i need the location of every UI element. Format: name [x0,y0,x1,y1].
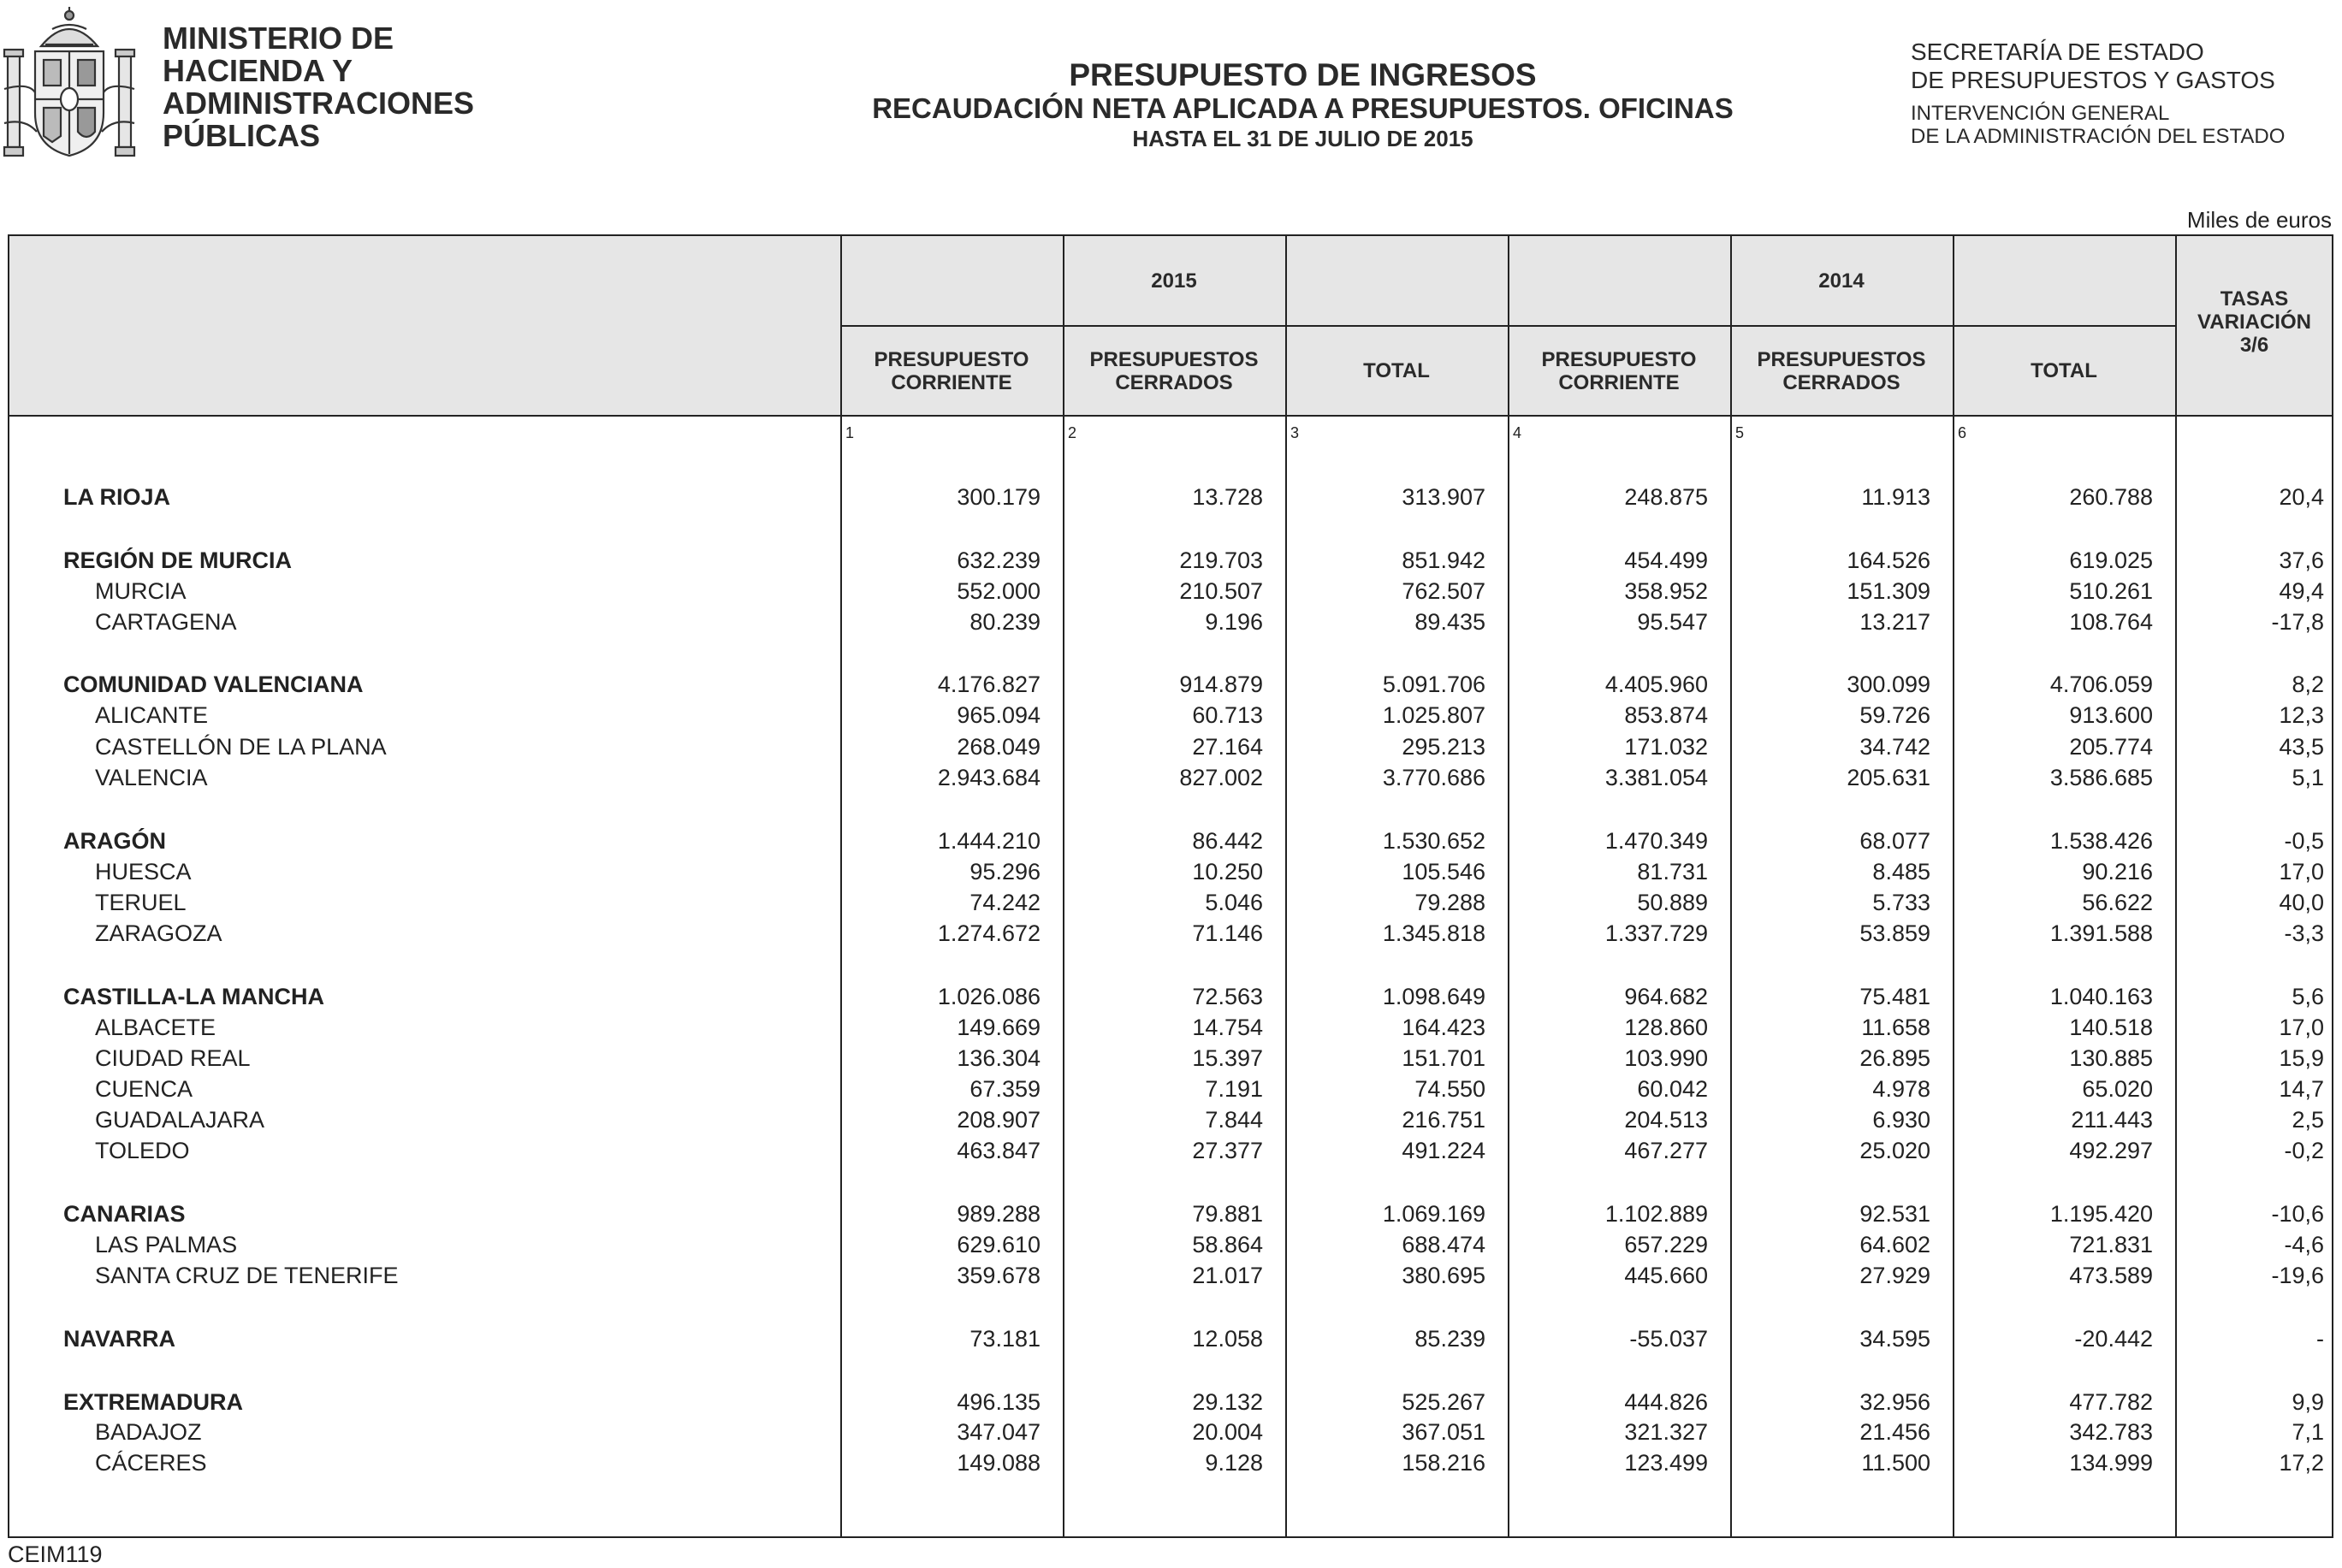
table-cell: 86.442 [1192,828,1263,854]
table-cell: 5,1 [2292,765,2324,790]
table-cell: 17,0 [2279,859,2324,885]
subheader-line: PRESUPUESTOS [1089,347,1259,371]
row-label: CÁCERES [95,1450,207,1476]
table-cell: 913.600 [2069,702,2153,728]
column-number: 5 [1735,424,1745,441]
table-row-office [9,890,2332,920]
subheader-line: CERRADOS [1782,370,1900,394]
title-block [599,58,2007,153]
table-cell: 1.530.652 [1382,828,1485,854]
row-label: BADAJOZ [95,1419,202,1445]
row-label: TERUEL [95,890,187,915]
table-cell: 105.546 [1402,859,1485,885]
table-cell: 13.728 [1192,484,1263,510]
table-cell: 380.695 [1402,1263,1485,1288]
table-row-office [9,609,2332,640]
table-cell: 40,0 [2279,890,2324,915]
table-cell: 90.216 [2082,859,2153,885]
table-cell: 164.423 [1402,1015,1485,1040]
table-cell: 20.004 [1192,1419,1263,1445]
table-cell: 248.875 [1624,484,1708,510]
table-cell: 7.844 [1205,1107,1263,1133]
table-cell: 74.242 [969,890,1041,915]
table-row-office [9,1138,2332,1169]
table-cell: 1.274.672 [937,920,1041,946]
table-cell: 71.146 [1192,920,1263,946]
table-cell: 12.058 [1192,1326,1263,1352]
table-cell: 123.499 [1624,1450,1708,1476]
table-cell: 149.669 [957,1015,1041,1040]
table-cell: 964.682 [1624,984,1708,1009]
table-cell: 657.229 [1624,1232,1708,1257]
table-cell: 5.046 [1205,890,1263,915]
table-cell: -20.442 [2074,1326,2153,1352]
table-cell: 73.181 [969,1326,1041,1352]
table-cell: 149.088 [957,1450,1041,1476]
table-cell: 79.881 [1192,1201,1263,1227]
intervencion-line: INTERVENCIÓN GENERAL [1911,102,2170,125]
table-cell: 1.538.426 [2049,828,2153,854]
table-cell: 34.595 [1859,1326,1930,1352]
table-cell: 721.831 [2069,1232,2153,1257]
table-cell: 27.929 [1859,1263,1930,1288]
table-cell: 5.091.706 [1382,672,1485,697]
row-label: SANTA CRUZ DE TENERIFE [95,1263,399,1288]
rate-header-line: VARIACIÓN [2197,311,2311,334]
table-cell: 914.879 [1179,672,1263,697]
table-cell: 27.164 [1192,734,1263,760]
subheader-line: PRESUPUESTO [1541,347,1697,371]
table-cell: 158.216 [1402,1450,1485,1476]
table-cell: 8.485 [1872,859,1930,885]
table-row-office [9,1045,2332,1076]
table-cell: 9.196 [1205,609,1263,635]
subheader-line: PRESUPUESTOS [1757,347,1926,371]
table-row-region [9,1389,2332,1420]
table-cell: 14,7 [2279,1076,2324,1102]
table-cell: 525.267 [1402,1389,1485,1415]
table-cell: 108.764 [2069,609,2153,635]
table-cell: 358.952 [1624,578,1708,604]
table-cell: 260.788 [2069,484,2153,510]
table-cell: 445.660 [1624,1263,1708,1288]
table-cell: 11.658 [1861,1015,1930,1040]
table-cell: 29.132 [1192,1389,1263,1415]
table-cell: 95.296 [969,859,1041,885]
table-cell: 211.443 [2071,1107,2153,1133]
table-cell: 321.327 [1624,1419,1708,1445]
row-label: REGIÓN DE MURCIA [63,547,293,573]
subheader-presupuesto-corriente [840,325,1063,417]
table-cell: - [2316,1326,2324,1352]
table-cell: 81.731 [1637,859,1708,885]
table-cell: -17,8 [2271,609,2324,635]
table-cell: 1.337.729 [1604,920,1708,946]
table-row-region [9,672,2332,702]
column-number: 3 [1290,424,1300,441]
subheader-total [1953,325,2175,417]
table-row-office [9,1076,2332,1107]
row-label: VALENCIA [95,765,208,790]
table-cell: 60.042 [1637,1076,1708,1102]
subheader-line: CORRIENTE [891,370,1012,394]
rate-header-line: TASAS [2220,287,2289,311]
table-cell: 3.770.686 [1382,765,1485,790]
table-cell: 164.526 [1847,547,1930,573]
table-cell: 4.978 [1872,1076,1930,1102]
table-row-region [9,1326,2332,1357]
row-label: CARTAGENA [95,609,237,635]
table-cell: 1.098.649 [1382,984,1485,1009]
row-label: MURCIA [95,578,187,604]
table-cell: 1.391.588 [2049,920,2153,946]
table-cell: 58.864 [1192,1232,1263,1257]
table-cell: 6.930 [1872,1107,1930,1133]
row-label: HUESCA [95,859,192,885]
table-cell: 134.999 [2069,1450,2153,1476]
row-label: CIUDAD REAL [95,1045,251,1071]
subheader-presupuesto-corriente [1508,325,1730,417]
table-cell: 1.195.420 [2049,1201,2153,1227]
table-cell: 26.895 [1859,1045,1930,1071]
table-cell: 15,9 [2279,1045,2324,1071]
table-row-office [9,1015,2332,1045]
table-cell: 12,3 [2279,702,2324,728]
row-label: CASTELLÓN DE LA PLANA [95,734,387,760]
table-cell: 34.742 [1859,734,1930,760]
table-cell: 140.518 [2069,1015,2153,1040]
table-cell: 13.217 [1859,609,1930,635]
table-cell: 1.025.807 [1382,702,1485,728]
table-cell: 619.025 [2069,547,2153,573]
subheader-presupuestos-cerrados [1730,325,1953,417]
table-row-office [9,765,2332,796]
ministry-line: MINISTERIO DE [163,21,394,56]
subheader-line: CORRIENTE [1558,370,1680,394]
table-cell: 632.239 [957,547,1041,573]
table-cell: 359.678 [957,1263,1041,1288]
table-cell: 37,6 [2279,547,2324,573]
table-cell: 128.860 [1624,1015,1708,1040]
table-cell: 552.000 [957,578,1041,604]
rate-header-line: 3/6 [2239,334,2269,357]
intervencion-line: DE LA ADMINISTRACIÓN DEL ESTADO [1911,125,2286,148]
table-cell: 67.359 [969,1076,1041,1102]
table-cell: 60.713 [1192,702,1263,728]
subheader-line: PRESUPUESTO [874,347,1029,371]
row-label: CUENCA [95,1076,193,1102]
table-cell: 2.943.684 [937,765,1041,790]
table-cell: 5.733 [1872,890,1930,915]
table-cell: 205.631 [1847,765,1930,790]
table-cell: 477.782 [2069,1389,2153,1415]
row-label: ALBACETE [95,1015,216,1040]
row-label: LAS PALMAS [95,1232,238,1257]
row-label: GUADALAJARA [95,1107,265,1133]
secretaria-line: SECRETARÍA DE ESTADO [1911,38,2204,65]
table-cell: 295.213 [1402,734,1485,760]
year-header-2015: 2015 [1151,269,1197,293]
row-label: ARAGÓN [63,828,166,854]
column-number: 6 [1958,424,1967,441]
table-cell: 80.239 [969,609,1041,635]
table-cell: 3.586.685 [2049,765,2153,790]
table-cell: 347.047 [957,1419,1041,1445]
table-cell: 1.069.169 [1382,1201,1485,1227]
table-cell: 3.381.054 [1604,765,1708,790]
table-cell: 210.507 [1179,578,1263,604]
coat-of-arms-icon [3,3,136,166]
column-number: 4 [1513,424,1522,441]
secretaria-line: DE PRESUPUESTOS Y GASTOS [1911,67,2275,93]
table-cell: 5,6 [2292,984,2324,1009]
table-cell: 21.456 [1859,1419,1930,1445]
page-subtitle: RECAUDACIÓN NETA APLICADA A PRESUPUESTOS. OFICINAS [872,92,1734,124]
units-label: Miles de euros [2186,207,2332,233]
table-row-region [9,984,2332,1015]
table-row-region [9,1201,2332,1232]
table-cell: 50.889 [1637,890,1708,915]
row-label: CASTILLA-LA MANCHA [63,984,324,1009]
table-cell: 454.499 [1624,547,1708,573]
table-row-office [9,859,2332,890]
ministry-line: ADMINISTRACIONES [163,86,475,121]
table-cell: 1.040.163 [2049,984,2153,1009]
table-cell: -10,6 [2271,1201,2324,1227]
table-cell: 300.179 [957,484,1041,510]
table-cell: 32.956 [1859,1389,1930,1415]
table-cell: 53.859 [1859,920,1930,946]
page-title: PRESUPUESTO DE INGRESOS [1069,57,1537,92]
table-cell: 9,9 [2292,1389,2324,1415]
date-line: HASTA EL 31 DE JULIO DE 2015 [1132,126,1473,151]
table-cell: 473.589 [2069,1263,2153,1288]
document-code: CEIM119 [8,1541,103,1567]
column-number: 2 [1068,424,1077,441]
table-cell: 9.128 [1205,1450,1263,1476]
table-cell: 7,1 [2292,1419,2324,1445]
table-cell: 4.176.827 [937,672,1041,697]
table-cell: 629.610 [957,1232,1041,1257]
row-label: NAVARRA [63,1326,175,1352]
table-row-office [9,1107,2332,1138]
table-cell: 496.135 [957,1389,1041,1415]
table-row-region [9,547,2332,578]
table-row-office [9,702,2332,733]
table-cell: 15.397 [1192,1045,1263,1071]
row-label: LA RIOJA [63,484,171,510]
table-cell: -19,6 [2271,1263,2324,1288]
table-cell: 49,4 [2279,578,2324,604]
table-cell: 762.507 [1402,578,1485,604]
table-row-office [9,1263,2332,1293]
subheader-line: TOTAL [2031,359,2097,382]
table-cell: 205.774 [2069,734,2153,760]
row-label: EXTREMADURA [63,1389,244,1415]
table-row-office [9,920,2332,951]
table-cell: 4.405.960 [1604,672,1708,697]
table-cell: 463.847 [957,1138,1041,1163]
secretaria-block [1911,38,2285,148]
table-cell: 151.309 [1847,578,1930,604]
table-cell: 17,2 [2279,1450,2324,1476]
table-cell: 79.288 [1414,890,1485,915]
table-cell: 219.703 [1179,547,1263,573]
table-cell: 2,5 [2292,1107,2324,1133]
table-cell: -0,2 [2284,1138,2324,1163]
row-label: CANARIAS [63,1201,186,1227]
table-cell: -0,5 [2284,828,2324,854]
subheader-line: CERRADOS [1115,370,1233,394]
table-cell: 95.547 [1637,609,1708,635]
table-cell: 208.907 [957,1107,1041,1133]
revenue-table [8,234,2333,1538]
table-cell: 216.751 [1402,1107,1485,1133]
row-label: COMUNIDAD VALENCIANA [63,672,364,697]
ministry-line: PÚBLICAS [163,118,321,153]
table-cell: 367.051 [1402,1419,1485,1445]
table-row-office [9,1232,2332,1263]
table-cell: 130.885 [2069,1045,2153,1071]
table-cell: 8,2 [2292,672,2324,697]
table-cell: 14.754 [1192,1015,1263,1040]
row-label: ZARAGOZA [95,920,222,946]
table-cell: 444.826 [1624,1389,1708,1415]
table-cell: 688.474 [1402,1232,1485,1257]
table-cell: 92.531 [1859,1201,1930,1227]
table-cell: 965.094 [957,702,1041,728]
table-cell: 1.102.889 [1604,1201,1708,1227]
table-cell: 1.444.210 [937,828,1041,854]
table-cell: 72.563 [1192,984,1263,1009]
table-cell: 68.077 [1859,828,1930,854]
table-cell: 56.622 [2082,890,2153,915]
table-cell: 89.435 [1414,609,1485,635]
table-cell: 300.099 [1847,672,1930,697]
table-cell: -55.037 [1629,1326,1708,1352]
table-cell: 342.783 [2069,1419,2153,1445]
row-label: TOLEDO [95,1138,190,1163]
table-cell: 64.602 [1859,1232,1930,1257]
subheader-total [1285,325,1508,417]
table-row-region [9,828,2332,859]
table-cell: 85.239 [1414,1326,1485,1352]
row-label: ALICANTE [95,702,209,728]
table-row-office [9,1450,2332,1481]
table-cell: 65.020 [2082,1076,2153,1102]
table-cell: 989.288 [957,1201,1041,1227]
column-number: 1 [845,424,855,441]
table-cell: 467.277 [1624,1138,1708,1163]
table-cell: 27.377 [1192,1138,1263,1163]
table-cell: 1.345.818 [1382,920,1485,946]
table-row-office [9,578,2332,609]
table-cell: 103.990 [1624,1045,1708,1071]
ministry-line: HACIENDA Y [163,53,353,88]
table-cell: 11.913 [1861,484,1930,510]
table-cell: 313.907 [1402,484,1485,510]
table-cell: 10.250 [1192,859,1263,885]
rate-header [2175,287,2333,364]
table-cell: 7.191 [1205,1076,1263,1102]
table-cell: 59.726 [1859,702,1930,728]
table-cell: 510.261 [2069,578,2153,604]
table-cell: 151.701 [1402,1045,1485,1071]
table-row-region [9,484,2332,515]
table-cell: 4.706.059 [2049,672,2153,697]
table-row-office [9,734,2332,765]
subheader-line: TOTAL [1363,359,1430,382]
table-cell: 491.224 [1402,1138,1485,1163]
table-cell: 17,0 [2279,1015,2324,1040]
ministry-name [163,22,474,152]
table-cell: 1.026.086 [937,984,1041,1009]
table-cell: 11.500 [1861,1450,1930,1476]
year-header-2014: 2014 [1818,269,1865,293]
table-cell: 827.002 [1179,765,1263,790]
table-cell: 74.550 [1414,1076,1485,1102]
table-cell: 136.304 [957,1045,1041,1071]
table-cell: 268.049 [957,734,1041,760]
table-cell: 492.297 [2069,1138,2153,1163]
table-cell: 20,4 [2279,484,2324,510]
table-cell: 204.513 [1624,1107,1708,1133]
table-cell: 1.470.349 [1604,828,1708,854]
subheader-presupuestos-cerrados [1063,325,1285,417]
table-cell: 171.032 [1624,734,1708,760]
table-cell: -3,3 [2284,920,2324,946]
table-cell: 75.481 [1859,984,1930,1009]
table-row-office [9,1419,2332,1450]
table-cell: 851.942 [1402,547,1485,573]
table-cell: -4,6 [2284,1232,2324,1257]
table-cell: 43,5 [2279,734,2324,760]
table-cell: 25.020 [1859,1138,1930,1163]
table-cell: 21.017 [1192,1263,1263,1288]
table-cell: 853.874 [1624,702,1708,728]
